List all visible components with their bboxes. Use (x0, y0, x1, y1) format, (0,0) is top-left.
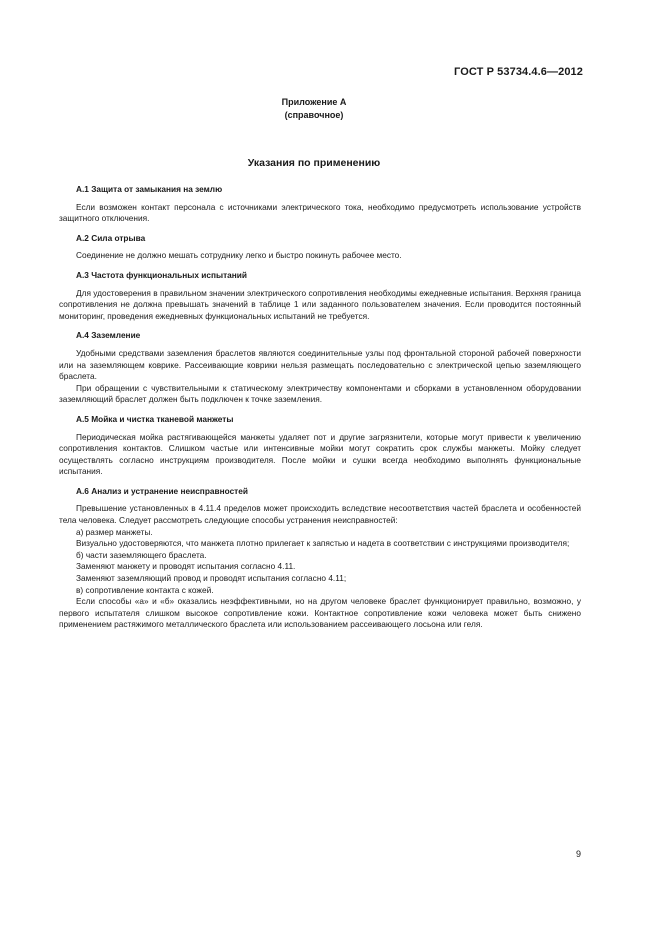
paragraph: Периодическая мойка растягивающейся манжеты удаляет пот и другие загрязнители, которые могут привести к увеличению сопротивления контактов. Слишком частые или интенсивные мойки могут сократить срок службы манжеты. Мойку следует осуществлять согласно инструкциям производителя. После мойки и сушки всегда необходимо выполнять функциональные испытания. (59, 431, 581, 477)
paragraph: При обращении с чувствительными к статическому электричеству компонентами и сборками в установленном оборудовании заземляющий браслет должен быть подключен к точке заземления. (59, 382, 581, 405)
list-item: б) части заземляющего браслета. (76, 549, 207, 560)
section-heading-a3: А.3 Частота функциональных испытаний (76, 269, 247, 280)
section-heading-a2: А.2 Сила отрыва (76, 232, 146, 243)
paragraph: Соединение не должно мешать сотруднику легко и быстро покинуть рабочее место. (76, 250, 402, 261)
annex-heading: Указания по применению (247, 157, 381, 169)
annex-title: Приложение А (281, 97, 347, 107)
annex-body (59, 184, 581, 631)
section-heading-a5: А.5 Мойка и чистка тканевой манжеты (76, 413, 234, 424)
list-item: а) размер манжеты. (76, 526, 153, 537)
paragraph: Заменяют заземляющий провод и проводят испытания согласно 4.11; (76, 573, 347, 584)
paragraph: Визуально удостоверяются, что манжета плотно прилегает к запястью и надета в соответствии с инструкциями производителя; (76, 538, 570, 549)
page-number: 9 (576, 849, 582, 859)
paragraph: Если возможен контакт персонала с источниками электрического тока, необходимо предусмотреть использование устройств защитного отключения. (59, 201, 581, 224)
paragraph: Заменяют манжету и проводят испытания согласно 4.11. (76, 561, 296, 572)
list-item: в) сопротивление контакта с кожей. (76, 584, 214, 595)
section-heading-a6: А.6 Анализ и устранение неисправностей (76, 485, 248, 496)
annex-type: (справочное) (284, 110, 344, 120)
paragraph: Удобными средствами заземления браслетов являются соединительные узлы под фронтальной стороной рабочей поверхности или на заземляющем коврике. Рассеивающие коврики нельзя размещать последовательно с электрической цепью заземляющего браслета. (59, 347, 581, 382)
paragraph: Если способы «а» и «б» оказались неэффективными, но на другом человеке браслет функционирует правильно, возможно, у первого испытателя слишком высокое сопротивление кожи. Контактное сопротивление кожи человека может быть снижено применением растяжимого металлического браслета или использованием рассеивающего лосьона или геля. (59, 596, 581, 630)
paragraph: Для удостоверения в правильном значении электрического сопротивления необходимы ежедневные испытания. Верхняя граница сопротивления не должна превышать значений в таблице 1 или заданного пользователем значения. Если проводится постоянный мониторинг, проведения ежедневных функциональных испытаний не требуется. (59, 287, 582, 321)
section-heading-a4: А.4 Заземление (76, 330, 141, 341)
section-heading-a1: А.1 Защита от замыкания на землю (76, 184, 223, 194)
annex-label (0, 96, 628, 122)
paragraph: Превышение установленных в 4.11.4 пределов может происходить вследствие несоответствия частей браслета и особенностей тела человека. Следует рассмотреть следующие способы устранения неисправностей: (59, 503, 581, 526)
document-id: ГОСТ Р 53734.4.6—2012 (454, 66, 583, 78)
